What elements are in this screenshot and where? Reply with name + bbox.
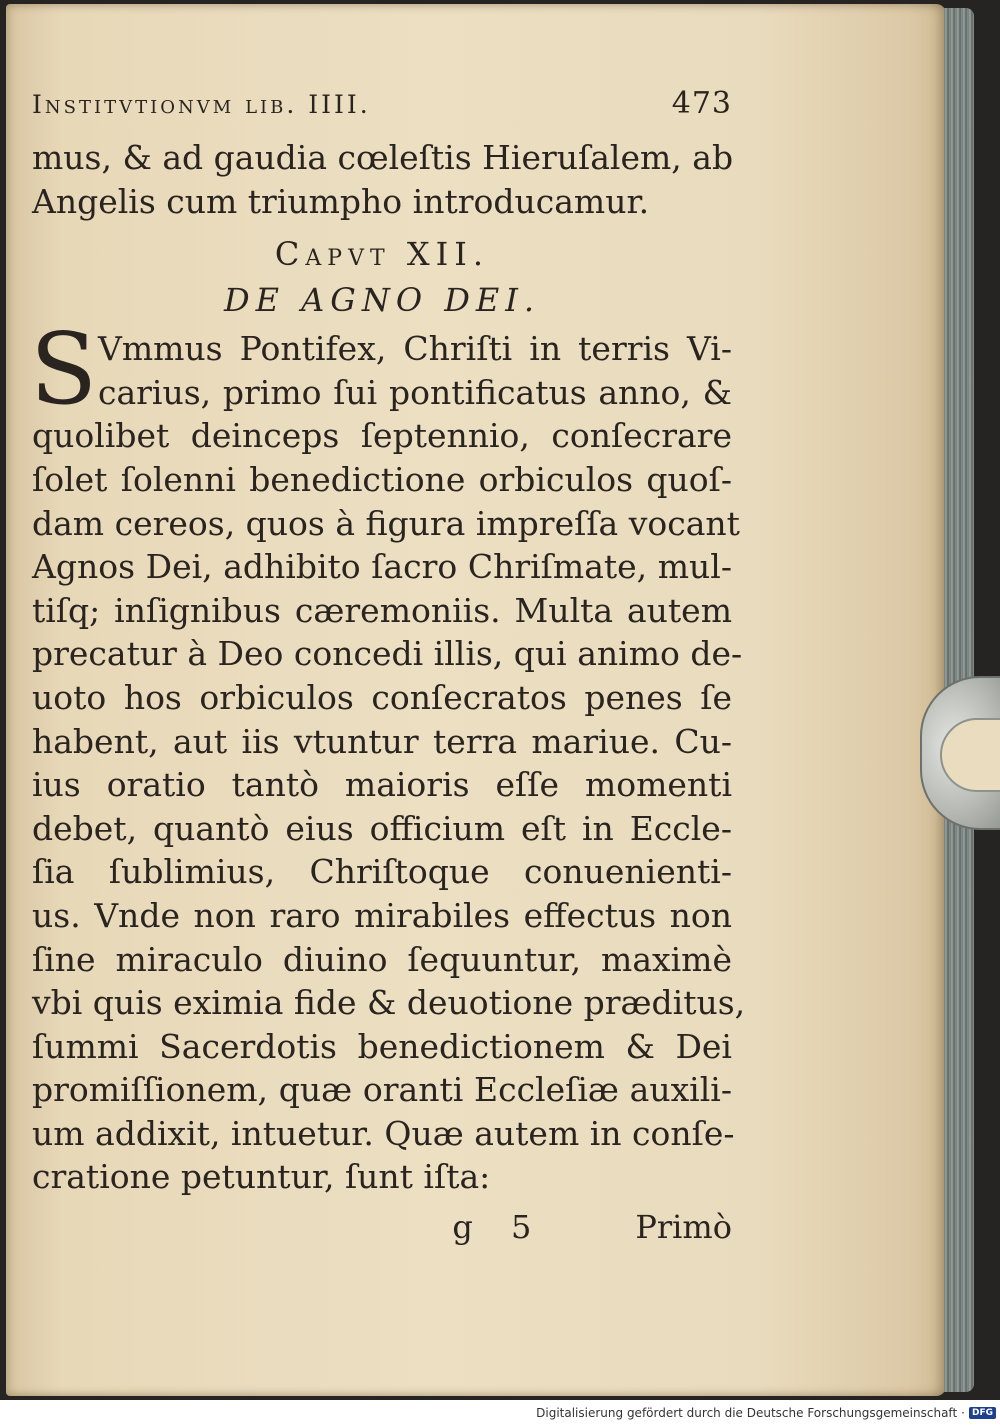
chapter-title: Capvt XII. xyxy=(274,235,490,274)
text-line: ſolet ſolenni benedictione orbiculos quoſ- xyxy=(32,459,732,499)
text-line: Agnos Dei, adhibito ſacro Chriſmate, mul- xyxy=(32,547,732,587)
text-line: vbi quis eximia fide & deuotione præditus, xyxy=(32,983,746,1023)
text-line: ſummi Sacerdotis benedictionem & Dei xyxy=(32,1026,732,1066)
text-line: cratione petuntur, ſunt iſta: xyxy=(32,1157,491,1197)
drop-capital: S xyxy=(30,313,98,428)
text-line: ſine miraculo diuino ſequuntur, maximè xyxy=(32,939,732,979)
running-head: Institvtionvm lib. IIII. xyxy=(32,90,371,119)
credit-text: Digitalisierung gefördert durch die Deutsche Forschungsgemeinschaft xyxy=(536,1406,958,1420)
text-line: um addixit, intuetur. Quæ autem in conſe- xyxy=(32,1113,735,1153)
text-line: carius, primo ſui pontificatus anno, & xyxy=(98,372,732,412)
text-line: Angelis cum triumpho introducamur. xyxy=(32,181,650,221)
text-line: mus, & ad gaudia cœleſtis Hieruſalem, ab xyxy=(32,138,734,177)
folio-number: 473 xyxy=(671,86,732,121)
text-line: habent, aut iis vtuntur terra mariue. Cu- xyxy=(32,721,732,761)
text-line: promiſſionem, quæ oranti Eccleſiæ auxili- xyxy=(32,1070,732,1110)
text-line: debet, quantò eius officium eſt in Eccle- xyxy=(32,808,732,848)
metal-clasp xyxy=(920,676,1000,830)
digitization-credit: Digitalisierung gefördert durch die Deutsche Forschungsgemeinschaft · DFG xyxy=(536,1406,996,1420)
page-footer xyxy=(32,1205,732,1249)
text-line: precatur à Deo concedi illis, qui animo de- xyxy=(32,634,743,674)
text-line: tiſq; inſignibus cæremoniis. Multa autem xyxy=(32,590,732,630)
text-line: ius oratio tantò maioris eſſe momenti xyxy=(32,765,732,805)
chapter-subtitle: DE AGNO DEI. xyxy=(223,281,541,320)
running-header xyxy=(32,86,732,136)
text-line: ſia ſublimius, Chriſtoque conuenienti- xyxy=(32,852,732,892)
text-line: dam cereos, quos à figura impreſſa vocant xyxy=(32,503,740,543)
dfg-logo: DFG xyxy=(969,1407,996,1419)
signature-mark: g 5 xyxy=(452,1208,546,1247)
text-line: us. Vnde non raro mirabiles effectus non xyxy=(32,895,732,935)
page-text xyxy=(30,86,746,1249)
text-line: Vmmus Pontifex, Chriſti in terris Vi- xyxy=(98,329,732,369)
text-line: quolibet deinceps ſeptennio, conſecrare xyxy=(32,416,732,456)
text-line: uoto hos orbiculos conſecratos penes ſe xyxy=(32,677,732,717)
catchword: Primò xyxy=(635,1208,732,1247)
body-paragraph xyxy=(30,313,746,1199)
